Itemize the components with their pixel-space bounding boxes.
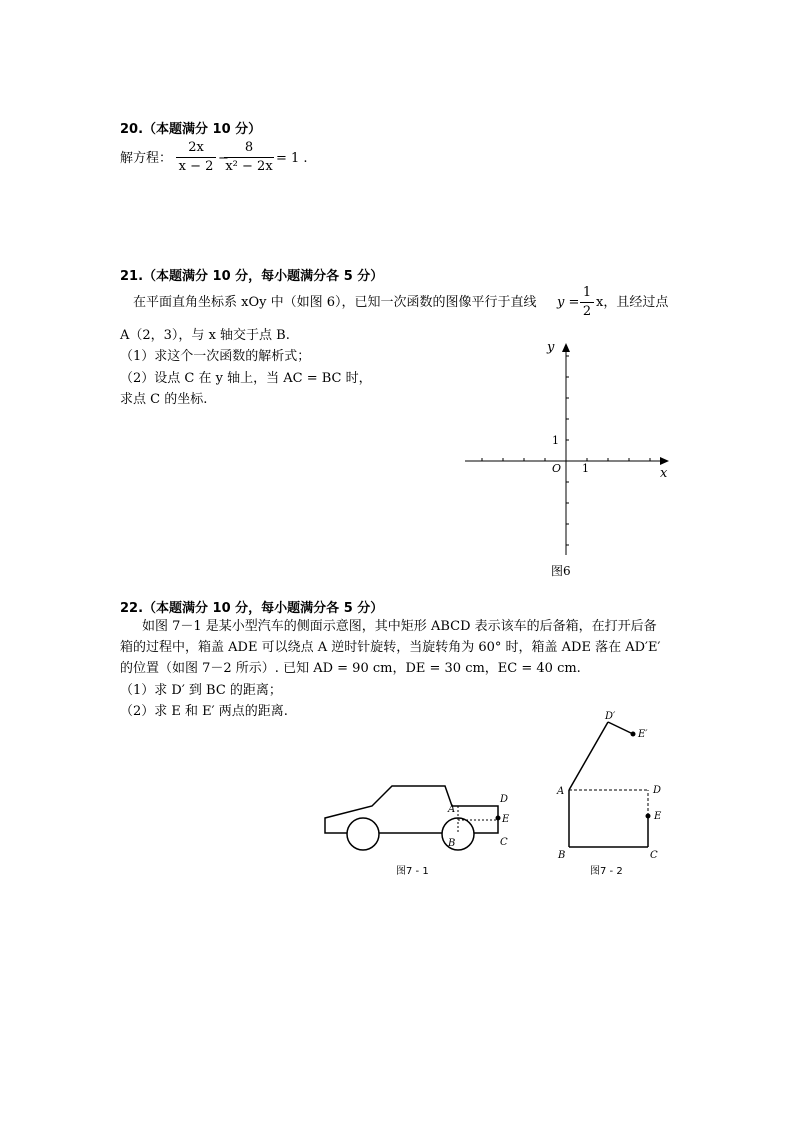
q21-heading: 21.（本题满分 10 分，每小题满分各 5 分）	[120, 269, 384, 284]
q20-minus: −	[218, 151, 229, 166]
q21-fraction-half	[580, 284, 594, 321]
trunk-label-e-prime: E′	[638, 729, 648, 740]
q20-prompt: 解方程：	[120, 151, 173, 166]
trunk-label-d-prime: D′	[605, 711, 616, 722]
q21-line2: A（2，3），与 x 轴交于点 B.	[120, 328, 290, 343]
car-label-d: D	[500, 794, 509, 805]
q20-fraction-2	[224, 139, 274, 176]
figure-6-axes	[455, 335, 685, 585]
q21-line1-tail: x，且经过点	[596, 295, 669, 310]
figure-6-caption: 图6	[551, 564, 571, 578]
trunk-label-d: D	[653, 785, 662, 796]
segment-ad-prime	[569, 722, 608, 790]
x-axis-arrow	[660, 457, 669, 465]
x-axis-label: x	[660, 466, 668, 481]
q20-frac2-denominator: x² − 2x	[225, 159, 273, 174]
point-e-marker	[646, 814, 651, 819]
y-axis-arrow	[562, 343, 570, 352]
y-unit-label: 1	[552, 434, 559, 447]
car-label-b: B	[448, 838, 456, 849]
q20-frac2-numerator: 8	[224, 139, 274, 158]
figure-7-2-trunk	[550, 705, 670, 881]
q21-frac-denominator: 2	[582, 304, 592, 319]
q22-item1: （1）求 D′ 到 BC 的距离；	[120, 683, 282, 698]
q20-rhs: = 1 .	[276, 151, 308, 166]
q20-frac1-numerator: 2x	[176, 139, 216, 158]
point-e-marker	[496, 816, 501, 821]
trunk-label-a: A	[557, 786, 565, 797]
trunk-label-c: C	[650, 850, 658, 861]
q22-item2: （2）求 E 和 E′ 两点的距离.	[120, 704, 288, 719]
car-label-e: E	[502, 814, 510, 825]
q20-fraction-1	[176, 139, 216, 176]
figure-7-1-car	[320, 778, 520, 880]
q20-frac1-denominator: x − 2	[178, 159, 214, 174]
figure-7-2-caption: 图7 - 2	[590, 866, 623, 877]
segment-d-prime-e-prime	[608, 722, 633, 734]
q20-heading: 20.（本题满分 10 分）	[120, 122, 262, 137]
trunk-label-b: B	[558, 850, 566, 861]
q21-item2: （2）设点 C 在 y 轴上，当 AC = BC 时，	[120, 371, 372, 386]
q21-frac-numerator: 1	[580, 284, 594, 303]
q22-para1: 如图 7－1 是某小型汽车的侧面示意图，其中矩形 ABCD 表示该车的后备箱，在打开后备	[142, 619, 657, 634]
car-label-a: A	[448, 804, 456, 815]
y-axis-label: y	[547, 340, 555, 355]
q21-item1: （1）求这个一次函数的解析式；	[120, 349, 311, 364]
q22-para2: 箱的过程中，箱盖 ADE 可以绕点 A 逆时针旋转，当旋转角为 60° 时，箱盖 ADE 落在 AD′E′	[120, 640, 661, 655]
front-wheel	[347, 818, 379, 850]
q21-item2b: 求点 C 的坐标.	[120, 392, 208, 407]
x-unit-label: 1	[582, 462, 589, 475]
q21-line1: 在平面直角坐标系 xOy 中（如图 6），已知一次函数的图像平行于直线	[133, 295, 537, 310]
q21-line1-eq: y =	[557, 295, 580, 310]
car-label-c: C	[500, 837, 508, 848]
origin-label: O	[552, 462, 562, 475]
q22-heading: 22.（本题满分 10 分，每小题满分各 5 分）	[120, 601, 384, 616]
point-e-prime-marker	[631, 732, 636, 737]
trunk-label-e: E	[654, 811, 662, 822]
figure-7-1-caption: 图7 - 1	[396, 866, 429, 877]
q22-para3: 的位置（如图 7－2 所示）. 已知 AD = 90 cm，DE = 30 cm，EC = 40 cm.	[120, 661, 581, 676]
